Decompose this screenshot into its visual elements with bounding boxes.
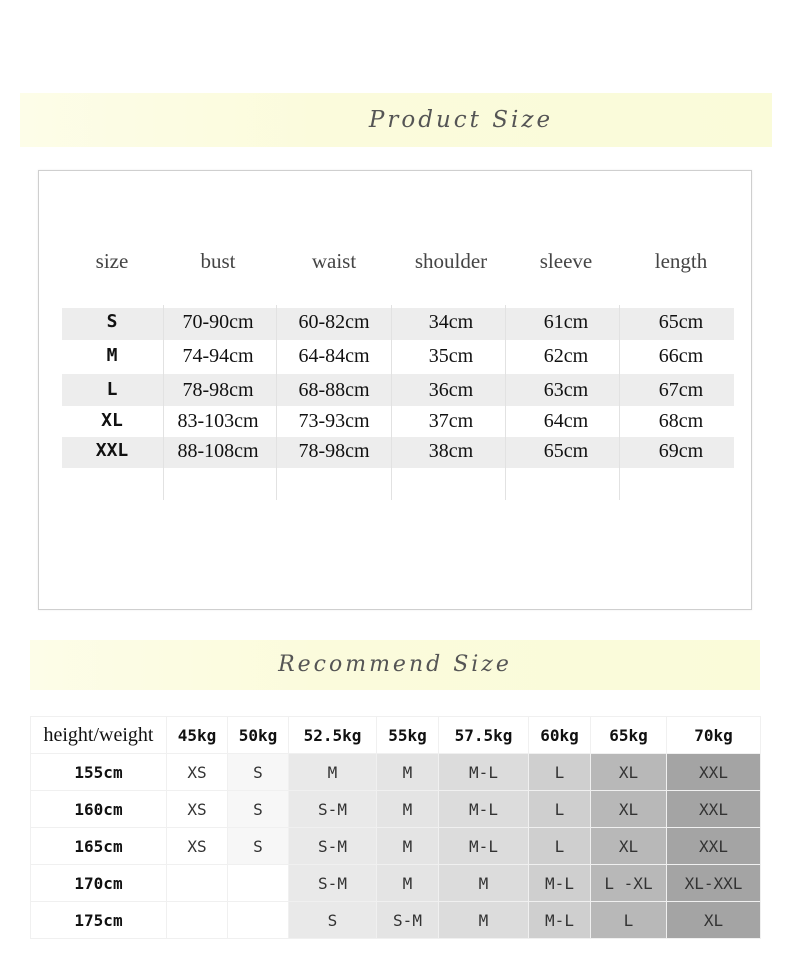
size-cell: M-L — [529, 865, 591, 902]
size-cell — [228, 865, 289, 902]
size-value: 67cm — [658, 379, 704, 401]
height-label: 170cm — [31, 865, 167, 902]
size-cell: S — [289, 902, 377, 939]
size-cell: L — [529, 828, 591, 865]
product-size-title: Product Size — [368, 107, 554, 133]
table-row — [31, 791, 761, 828]
size-cell: M — [377, 754, 439, 791]
size-cell: S-M — [377, 902, 439, 939]
size-cell: XL — [591, 791, 667, 828]
header-bust: bust — [200, 249, 236, 273]
size-cell: M — [289, 754, 377, 791]
size-cell — [167, 902, 228, 939]
size-value: 62cm — [543, 345, 589, 367]
corner-label: height/weight — [31, 717, 167, 754]
column-divider — [505, 305, 506, 500]
recommend-size-banner — [30, 640, 760, 690]
size-value: 65cm — [543, 440, 589, 462]
size-cell: XL — [591, 828, 667, 865]
size-cell: S-M — [289, 865, 377, 902]
size-cell: XS — [167, 754, 228, 791]
size-cell: S — [228, 791, 289, 828]
size-value: 68-88cm — [298, 379, 370, 401]
height-label: 165cm — [31, 828, 167, 865]
size-value: 64cm — [543, 410, 589, 432]
size-value: 83-103cm — [177, 410, 259, 432]
size-cell: M — [439, 902, 529, 939]
recommend-size-table — [30, 716, 761, 939]
size-label: S — [106, 311, 118, 332]
size-cell: XXL — [667, 791, 761, 828]
height-label: 160cm — [31, 791, 167, 828]
size-cell: M-L — [439, 791, 529, 828]
size-value: 38cm — [428, 440, 474, 462]
size-cell: XL-XXL — [667, 865, 761, 902]
weight-header: 50kg — [228, 717, 289, 754]
weight-header: 45kg — [167, 717, 228, 754]
size-cell: S-M — [289, 828, 377, 865]
size-cell: L — [529, 754, 591, 791]
size-cell: XL — [667, 902, 761, 939]
table-row — [31, 865, 761, 902]
size-cell: XXL — [667, 754, 761, 791]
table-row — [31, 902, 761, 939]
column-divider — [391, 305, 392, 500]
size-cell: XS — [167, 828, 228, 865]
size-label: M — [106, 345, 118, 366]
column-divider — [276, 305, 277, 500]
weight-header: 57.5kg — [439, 717, 529, 754]
size-cell: XXL — [667, 828, 761, 865]
header-shoulder: shoulder — [414, 249, 488, 273]
size-cell: L — [591, 902, 667, 939]
size-value: 36cm — [428, 379, 474, 401]
header-length: length — [654, 249, 708, 273]
column-divider — [619, 305, 620, 500]
size-cell: M — [439, 865, 529, 902]
size-cell: S — [228, 754, 289, 791]
column-divider — [163, 305, 164, 500]
size-value: 37cm — [428, 410, 474, 432]
size-cell: S-M — [289, 791, 377, 828]
size-cell: M-L — [439, 828, 529, 865]
size-value: 34cm — [428, 311, 474, 333]
size-value: 66cm — [658, 345, 704, 367]
weight-header: 52.5kg — [289, 717, 377, 754]
size-value: 78-98cm — [182, 379, 254, 401]
table-row — [31, 754, 761, 791]
weight-header: 55kg — [377, 717, 439, 754]
size-value: 69cm — [658, 440, 704, 462]
header-waist: waist — [311, 249, 357, 273]
size-cell: L -XL — [591, 865, 667, 902]
header-sleeve: sleeve — [539, 249, 593, 273]
size-cell: XL — [591, 754, 667, 791]
size-value: 64-84cm — [298, 345, 370, 367]
size-label: XL — [101, 410, 123, 431]
weight-header: 65kg — [591, 717, 667, 754]
size-cell: XS — [167, 791, 228, 828]
size-cell — [167, 865, 228, 902]
size-cell: M-L — [439, 754, 529, 791]
header-size: size — [95, 249, 129, 273]
size-value: 35cm — [428, 345, 474, 367]
size-label: XXL — [95, 440, 129, 461]
size-cell: M-L — [529, 902, 591, 939]
size-value: 78-98cm — [298, 440, 370, 462]
size-cell: S — [228, 828, 289, 865]
size-cell: M — [377, 791, 439, 828]
table-row — [31, 828, 761, 865]
height-label: 175cm — [31, 902, 167, 939]
size-value: 61cm — [543, 311, 589, 333]
size-cell: M — [377, 865, 439, 902]
size-value: 65cm — [658, 311, 704, 333]
recommend-size-title: Recommend Size — [278, 652, 512, 677]
size-value: 74-94cm — [182, 345, 254, 367]
size-value: 73-93cm — [298, 410, 370, 432]
size-label: L — [106, 379, 118, 400]
height-label: 155cm — [31, 754, 167, 791]
size-value: 68cm — [658, 410, 704, 432]
size-value: 63cm — [543, 379, 589, 401]
product-size-banner — [20, 93, 772, 147]
size-value: 60-82cm — [298, 311, 370, 333]
weight-header: 70kg — [667, 717, 761, 754]
weight-header: 60kg — [529, 717, 591, 754]
size-value: 88-108cm — [177, 440, 259, 462]
size-value: 70-90cm — [182, 311, 254, 333]
size-cell — [228, 902, 289, 939]
size-cell: M — [377, 828, 439, 865]
size-cell: L — [529, 791, 591, 828]
